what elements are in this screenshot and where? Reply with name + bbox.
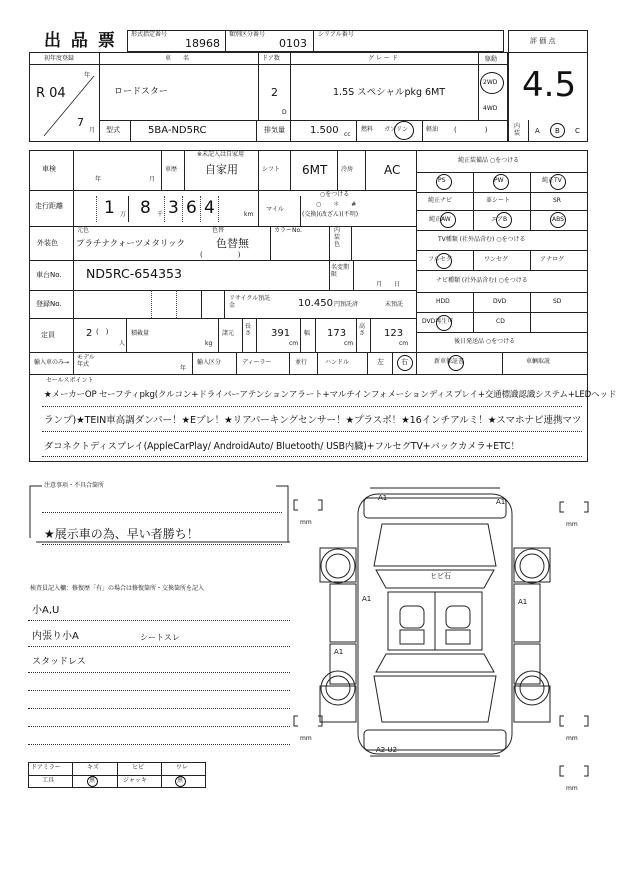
drive-2wd: 2WD [483, 79, 498, 86]
color-no-label: カラーNo. [274, 227, 302, 234]
shaken-label: 車検 [42, 165, 56, 173]
shift: 6MT [302, 163, 328, 177]
inspector-line-2: 内張り小A [32, 631, 79, 642]
capacity-label: 定員 [41, 331, 55, 339]
interior-label: 内装 [514, 123, 521, 137]
history-label: 車歴 [165, 166, 178, 173]
damage-mark: A2 U2 [376, 746, 398, 754]
mm-label: mm [566, 785, 578, 792]
width: 173 [327, 328, 347, 339]
damage-mark: ヒビ石 [430, 572, 451, 580]
doors: 2 [271, 86, 278, 99]
date-slash [40, 72, 98, 140]
equipment-panel: 純正装備品 ○をつける PS PW 純正TV 純正ナビ 革シート SR 純正AW エアB ABS TV種類 (社外品含む) ○をつける フルセグ ワンセグ アナログ ナビ種類 (社外品含む) ○をつける HDD DVD SD DVD再生可 CD 後日発送品 ○をつける 新車保証書 車輌取説 [416, 150, 588, 374]
grade: 1.5S スペシャルpkg 6MT [333, 87, 446, 98]
history-note: ※未記入は自家用 [197, 151, 245, 158]
color-change: 色替無 [216, 237, 249, 250]
class-no: 0103 [279, 37, 307, 50]
mileage-digit: 1 [104, 198, 115, 218]
caution-bracket [28, 482, 290, 562]
doors-label: ドア数 [262, 55, 280, 62]
recycle: 10.450 [298, 298, 333, 309]
mileage-label: 走行距離 [35, 202, 63, 210]
dim-label: 諸元 [222, 330, 235, 337]
form-no-label: 形式指定番号 [131, 31, 168, 38]
mark-label: ○をつける [320, 191, 350, 198]
load-label: 積載量 [131, 330, 150, 337]
mileage-digit: 4 [204, 198, 215, 218]
import-label: 輸入車のみ→ [34, 359, 70, 366]
mileage-digits: 1 万 8 千 3 6 4 km [82, 196, 258, 222]
serial-label: シリアル番号 [318, 31, 354, 38]
class-no-label: 類別区分番号 [229, 31, 266, 38]
mm-label: mm [300, 519, 312, 526]
fuel-label: 燃料 [361, 126, 374, 133]
model: 5BA-ND5RC [148, 125, 207, 136]
first-reg-month: 7 [77, 116, 84, 129]
shift-label: シフト [262, 166, 281, 173]
sales-line-3: ダコネクトディスプレイ(AppleCarPlay/ AndroidAuto/ Bluetooth/ USB内臓)+フルセグTV+バックカメラ+ETC！ [44, 441, 520, 452]
mileage-digit: 3 [168, 198, 179, 218]
displacement: 1.500 [310, 125, 339, 136]
inspector-line-1: 小A,U [32, 605, 60, 616]
chassis: ND5RC-654353 [86, 266, 182, 281]
history: 自家用 [205, 163, 238, 176]
name-change-label: 名変期限 [331, 264, 350, 279]
chassis-label: 車台No. [36, 271, 62, 279]
mm-label: mm [566, 735, 578, 742]
ac: AC [384, 163, 401, 177]
inspector-line-2-extra: シートスレ [140, 633, 180, 642]
tv-label: TV種類 (社外品含む) ○をつける [438, 236, 526, 243]
displacement-label: 排気量 [264, 126, 285, 134]
later-label: 後日発送品 ○をつける [454, 338, 516, 345]
door-type: D [282, 109, 287, 116]
capacity: 2 [86, 328, 93, 339]
grade-label: グ レ ー ド [368, 55, 398, 62]
color-label: 外装色 [37, 239, 58, 247]
fuel: ガソリン [384, 126, 409, 133]
damage-mark: A1 [362, 595, 372, 603]
drive-label: 駆動 [485, 56, 498, 63]
car-name: ロードスター [114, 87, 168, 97]
form-no: 18968 [185, 37, 220, 50]
mm-label: mm [300, 735, 312, 742]
first-reg-label: 初年度登録 [44, 55, 75, 62]
model-label: 型式 [106, 126, 120, 134]
mm-label: mm [566, 521, 578, 528]
reg-label: 登録No. [36, 300, 62, 308]
form-title: 出 品 票 [44, 31, 117, 51]
nav-label: ナビ種類 (社外品含む) ○をつける [436, 277, 528, 284]
height: 123 [384, 328, 404, 339]
first-reg-era: R 04 [36, 86, 66, 101]
score-label: 評 価 点 [530, 37, 556, 45]
inspector-label: 検査員記入欄：修復歴「有」の場合は修復箇所・交換箇所を記入 [30, 585, 205, 592]
header-number-box [127, 30, 504, 52]
recycle-label: リサイクル預託金 [229, 295, 271, 310]
interior-color-label: 内装色 [334, 227, 341, 248]
sales-line-1: ★メーカーOP セーフティpkg(クルコン+ドライバーアテンションアラート+マルチインフォメーションディスプレイ+交通標識認識システム+LEDヘッド [44, 390, 617, 400]
mileage-digit: 6 [186, 198, 197, 218]
drive-4wd: 4WD [483, 105, 498, 112]
genuine-label: 純正装備品 ○をつける [458, 157, 520, 164]
inspector-line-3: スタッドレス [32, 657, 86, 667]
diesel-label: 軽油 [426, 126, 439, 133]
caution-text: ★展示車の為、早い者勝ち！ [44, 527, 199, 541]
damage-mark: A1 [518, 598, 528, 606]
color: プラチナクォーツメタリック [76, 239, 186, 249]
sales-line-2: ランプ)★TEIN車高調ダンパー！★Eブレ！★リアパーキングセンサー！★プラスポ！★16インチアルミ！★スマホナビ連携マツ [44, 415, 582, 426]
damage-mark: A1 [378, 494, 388, 502]
car-name-label: 車 名 [165, 55, 190, 62]
mile-label: マイル [266, 206, 284, 213]
ac-label: 冷房 [341, 166, 354, 173]
mileage-digit: 8 [140, 198, 151, 218]
sales-label: セールスポイント [46, 377, 94, 384]
damage-mark: A1 [334, 648, 344, 656]
caution-label: 注意事項・不具合箇所 [44, 482, 105, 489]
damage-mark: A1 [496, 498, 506, 506]
car-damage-diagram [290, 486, 610, 816]
score-value: 4.5 [522, 65, 577, 105]
length: 391 [271, 328, 291, 339]
